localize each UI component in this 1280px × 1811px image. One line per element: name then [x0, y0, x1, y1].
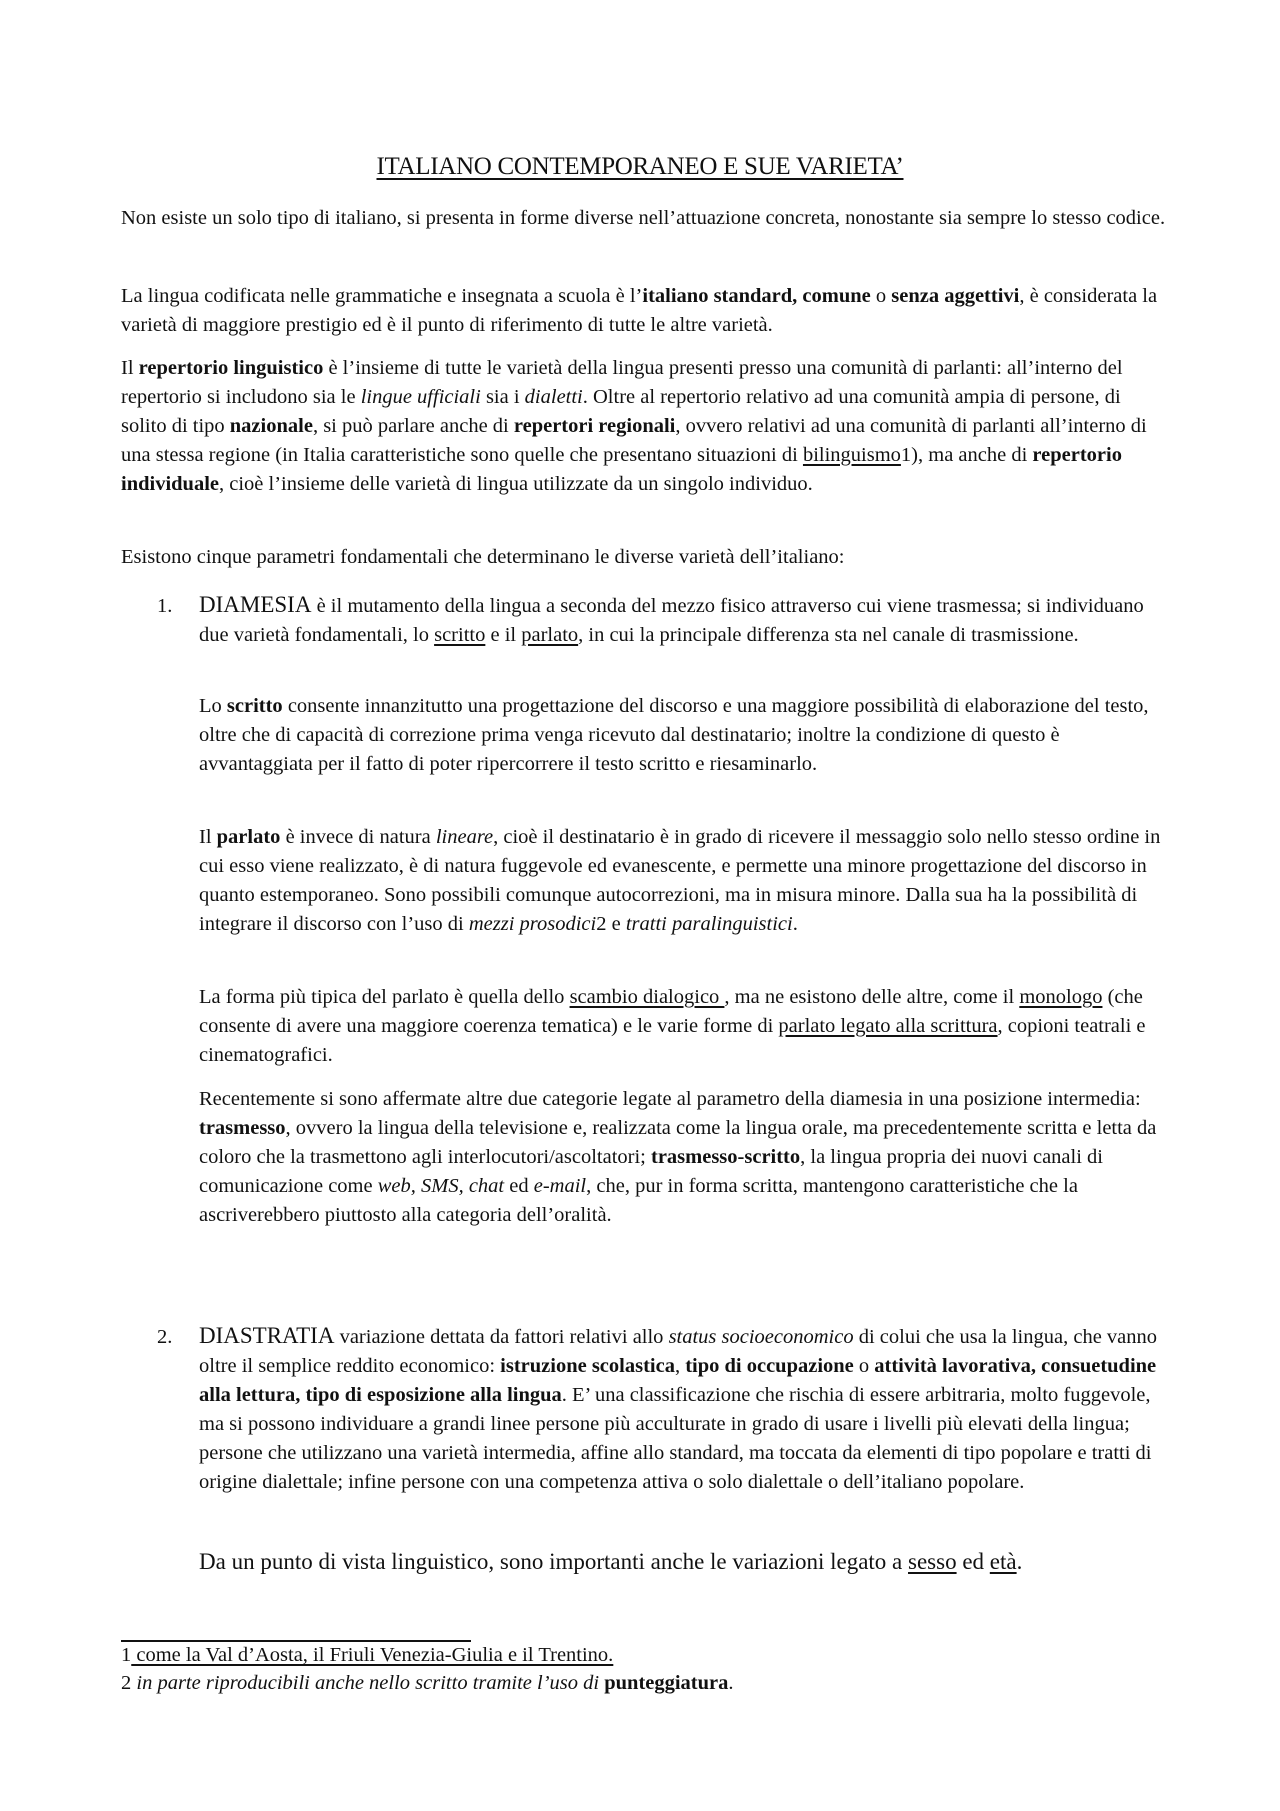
intro-paragraph-3 [121, 354, 1166, 499]
text-run: , cioè l’insieme delle varietà di lingua utilizzate da un singolo individuo. [219, 473, 813, 495]
underlined-run: parlato [521, 624, 579, 646]
text-run: , in cui la principale differenza sta nel canale di trasmissione. [578, 624, 1079, 646]
text-run: , ma ne esistono delle altre, come il [724, 986, 1020, 1008]
text-run: variazione dettata da fattori relativi allo [334, 1326, 669, 1348]
text-run: . E’ una classificazione che rischia di essere arbitraria, molto fuggevole, ma si possono individuare a grandi linee persone più acculturate in grado di usare i livelli più elevati della lingua; persone che utilizzano una varietà intermedia, affine allo standard, ma toccata da elementi di tipo popolare e tratti di origine dialettale; infine persone con una competenza attiva o solo dialettale o dell’italiano popolare. [199, 1384, 1152, 1493]
text-run: consente innanzitutto una progettazione del discorso e una maggiore possibilità di elaborazione del testo, oltre che di capacità di correzione prima venga ricevuto dal destinatario; inoltre la condizione di questo è avvantaggiata per il fatto di poter ripercorrere il testo scritto e riesaminarlo. [199, 695, 1149, 775]
text-run: , è considerata la varietà di maggiore prestigio ed è il punto di riferimento di tutte le altre varietà. [121, 285, 1158, 336]
bold-run: parlato [216, 826, 281, 848]
bold-run: repertorio linguistico [138, 357, 324, 379]
italic-run: lineare [435, 826, 494, 848]
underlined-run: sesso [908, 1549, 957, 1574]
text-run: , si può parlare anche di [312, 415, 514, 437]
text-run: o [870, 285, 892, 307]
bold-run: nazionale [229, 415, 313, 437]
italic-run: tratti paralinguistici [625, 913, 793, 935]
underlined-run: parlato legato alla scrittura [778, 1015, 998, 1037]
bold-run: trasmesso-scritto [651, 1146, 801, 1168]
text-run: 2 e [596, 913, 626, 935]
bold-run: tipo di occupazione [685, 1355, 854, 1377]
text-run: . Oltre al repertorio relativo ad una comunità ampia di persone, di solito di tipo [121, 386, 1121, 437]
bold-run: italiano standard, comune [642, 285, 871, 307]
italic-run: mezzi prosodici [468, 913, 597, 935]
bold-run: attività lavorativa, consuetudine alla lettura, tipo di esposizione alla lingua [199, 1355, 1157, 1406]
list-number-2: 2. [157, 1326, 173, 1348]
text-run: . [792, 913, 798, 935]
diamesia-paragraph-2 [199, 692, 1165, 779]
text-run: , cioè il destinatario è in grado di ricevere il messaggio solo nello stesso ordine in cui esso viene realizzato, è di natura fuggevole ed evanescente, e permette una minore progettazione del discorso in quanto estemporaneo. Sono possibili comunque autocorrezioni, ma in misura minore. Dalla sua ha la possibilità di integrare il discorso con l’uso di [199, 826, 1161, 935]
text-run: è il mutamento della lingua a seconda del mezzo fisico attraverso cui viene trasmessa; si individuano due varietà fondamentali, lo [199, 595, 1144, 646]
text-run: Da un punto di vista linguistico, sono importanti anche le variazioni legato a [199, 1549, 909, 1574]
text-run: 1), ma anche di [900, 444, 1033, 466]
text-run: Il [121, 357, 139, 379]
text-run: . [728, 1672, 734, 1694]
bold-run: scritto [226, 695, 283, 717]
text-run: di colui che usa la lingua, che vanno oltre il semplice reddito economico: [199, 1326, 1158, 1377]
diamesia-paragraph-5 [199, 1085, 1165, 1230]
footnote-number: 1 [121, 1644, 132, 1666]
bold-run: repertorio individuale [121, 444, 1122, 495]
italic-run: web, SMS, chat [377, 1175, 505, 1197]
text-run: , ovvero la lingua della televisione e, realizzata come la lingua orale, ma precedentemente scritta e letta da coloro che la trasmettono agli interlocutori/ascoltatori; [199, 1117, 1157, 1168]
diastratia-paragraph-1 [199, 1321, 1165, 1497]
diamesia-paragraph-3 [199, 823, 1165, 939]
text-run: Lo [199, 695, 227, 717]
bold-run: repertori regionali [513, 415, 676, 437]
diamesia-paragraph-1 [199, 590, 1165, 650]
bold-run: senza aggettivi [891, 285, 1020, 307]
text-run: Il [199, 826, 217, 848]
italic-run: e-mail [533, 1175, 587, 1197]
bold-run: istruzione scolastica [500, 1355, 675, 1377]
diamesia-heading: DIAMESIA [199, 592, 312, 617]
diamesia-paragraph-4 [199, 983, 1165, 1070]
text-run: . [1016, 1549, 1023, 1574]
text-run: , copioni teatrali e cinematografici. [199, 1015, 1146, 1066]
italic-run: lingue ufficiali [360, 386, 481, 408]
bold-run: punteggiatura [604, 1672, 729, 1694]
italic-run: status socioeconomico [668, 1326, 854, 1348]
intro-paragraph-1: Non esiste un solo tipo di italiano, si presenta in forme diverse nell’attuazione concreta, nonostante sia sempre lo stesso codice. [121, 207, 1166, 229]
text-run: è invece di natura [280, 826, 436, 848]
footnote-2 [121, 1669, 1166, 1698]
italic-run: in parte riproducibili anche nello scritto tramite l’uso di [136, 1672, 600, 1694]
list-number-1: 1. [157, 595, 173, 617]
text-run: ed [504, 1175, 534, 1197]
underlined-run: bilinguismo [802, 444, 901, 466]
text-run: La lingua codificata nelle grammatiche e insegnata a scuola è l’ [121, 285, 643, 307]
footnote-number: 2 [121, 1672, 137, 1694]
bold-run: trasmesso [199, 1117, 286, 1139]
text-run: è l’insieme di tutte le varietà della lingua presenti presso una comunità di parlanti: all’interno del repertorio si includono sia le [121, 357, 1123, 408]
text-run: , [674, 1355, 686, 1377]
text-run: o [853, 1355, 875, 1377]
footnote-1 [121, 1641, 1166, 1670]
text-run: ed [956, 1549, 990, 1574]
text-run: sia i [480, 386, 525, 408]
text-run: La forma più tipica del parlato è quella dello [199, 986, 570, 1008]
intro-paragraph-2 [121, 282, 1166, 340]
underlined-run: scritto [434, 624, 486, 646]
underlined-run: come la Val d’Aosta, il Friuli Venezia-Giulia e il Trentino. [131, 1644, 614, 1666]
page-title: ITALIANO CONTEMPORANEO E SUE VARIETA’ [376, 153, 904, 180]
text-run: , la lingua propria dei nuovi canali di comunicazione come [199, 1146, 1103, 1197]
text-run: , che, pur in forma scritta, mantengono caratteristiche che la ascriverebbero piuttosto alla categoria dell’oralità. [199, 1175, 1078, 1226]
diastratia-heading: DIASTRATIA [199, 1323, 335, 1348]
underlined-run: monologo [1019, 986, 1103, 1008]
underlined-run: età [989, 1549, 1017, 1574]
intro-paragraph-4: Esistono cinque parametri fondamentali che determinano le diverse varietà dell’italiano: [121, 546, 845, 568]
italic-run: dialetti [524, 386, 583, 408]
text-run: Recentemente si sono affermate altre due categorie legate al parametro della diamesia in una posizione intermedia: [199, 1088, 1141, 1110]
underlined-run: scambio dialogico [569, 986, 725, 1008]
text-run: , ovvero relativi ad una comunità di parlanti all’interno di una stessa regione (in Italia caratteristiche sono quelle che presentano situazioni di [121, 415, 1147, 466]
diastratia-paragraph-2 [199, 1547, 1165, 1577]
text-run: (che consente di avere una maggiore coerenza tematica) e le varie forme di [199, 986, 1143, 1037]
text-run: e il [485, 624, 522, 646]
